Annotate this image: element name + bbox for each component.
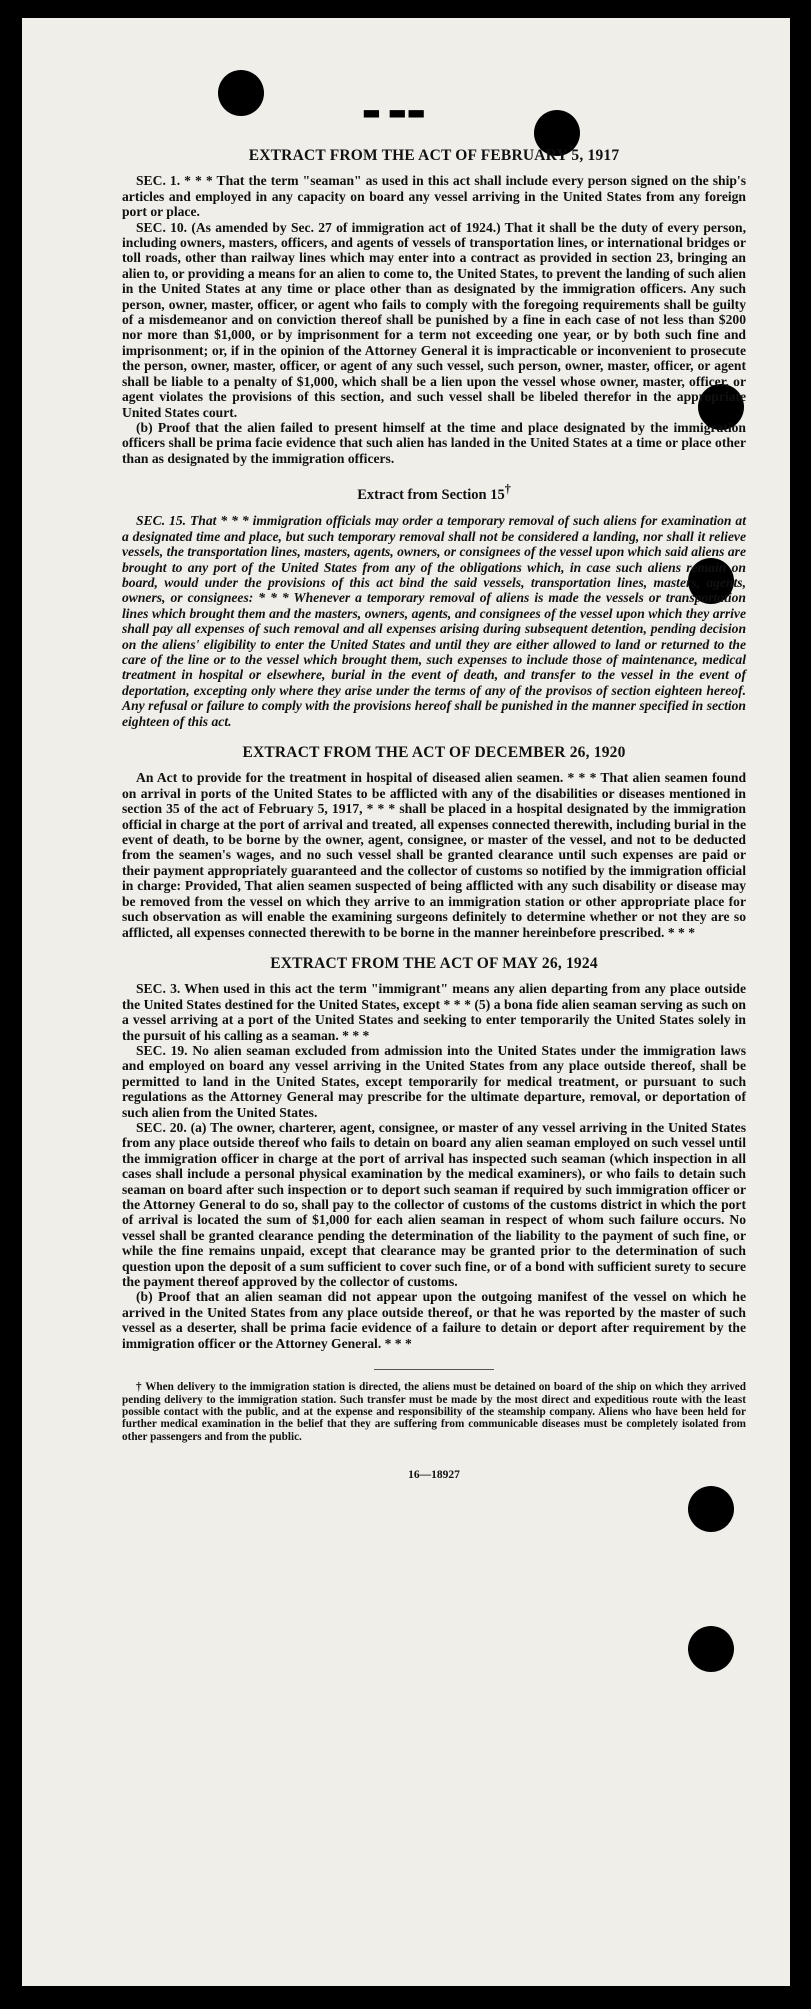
top-marks: ▬ ▬▬ <box>362 100 426 124</box>
divider <box>374 1351 494 1370</box>
heading-feb-1917: EXTRACT FROM THE ACT OF FEBRUARY 5, 1917 <box>248 147 620 164</box>
footnote: † When delivery to the immigration station is directed, the aliens must be detained on board of the ship on which they arrived pending delivery to the immigration station. Such transfer must be made by the most direct and expeditious route with the least possible contact with the public, and at the expense and responsibility of the steamship company. Aliens who have been held for further medical examination in the belief that they are suffering from communicable diseases must be completely isolated from other passengers and from the public. <box>122 1381 746 1443</box>
form-number: 16—18927 <box>408 1469 460 1482</box>
paragraph: SEC. 19. No alien seaman excluded from admission into the United States under the immigration laws and employed on board any vessel arriving in the United States from any place outside thereof, shall be permitted to land in the United States, except temporarily for medical treatment, or pursuant to such regulations as the Attorney General may prescribe for the ultimate departure, removal, or deportation of such alien from the United States. <box>122 1042 746 1120</box>
paragraph: SEC. 15. That * * * immigration officials may order a temporary removal of such aliens for examination at a designated time and place, but such temporary removal shall not be considered a landing, nor shall it relieve vessels, the transportation lines, masters, agents, owners, or consignees of the vessel upon which said aliens are brought to any port of the United States from any of the obligations which, in case such aliens remain on board, would under the provisions of this act bind the said vessels, transportation lines, masters, agents, owners, or consignees: * * * Whenever a temporary removal of aliens is made the vessels or transportation lines which brought them and the masters, owners, agents, and consignees of the vessel upon which they arrive shall pay all expenses of such removal and all expenses arising during subsequent detention, pending decision on the aliens' eligibility to enter the United States and until they are either allowed to land or returned to the care of the line or to the vessel which brought them, such expenses to include those of maintenance, medical treatment in hospital or elsewhere, burial in the event of death, and transfer to the vessel in the event of deportation, excepting only where they arise under the terms of any of the provisos of section eighteen hereof. Any refusal or failure to comply with the provisions hereof shall be punished in the manner specified in section eighteen of this act. <box>122 513 746 729</box>
footnote-mark: † <box>504 482 511 497</box>
paragraph: (b) Proof that the alien failed to present himself at the time and place designated by the immigration officers shall be prima facie evidence that such alien has landed in the United States at a time or place other than as designated by the immigration officers. <box>122 419 746 466</box>
paragraph: SEC. 1. * * * That the term "seaman" as used in this act shall include every person signed on the ship's articles and employed in any capacity on board any vessel arriving in the United States from any foreign port or place. <box>122 173 746 220</box>
punch-hole <box>688 1626 734 1672</box>
punch-hole <box>688 1486 734 1532</box>
paragraph: SEC. 20. (a) The owner, charterer, agent, consignee, or master of any vessel arriving in the United States from any place outside thereof who fails to detain on board any alien seaman employed on such vessel until the immigration officer in charge at the port of arrival has inspected such seaman (which inspection in all cases shall include a personal physical examination by the medical examiners), or who fails to detain such seaman on board after such inspection or to deport such seaman if required by such immigration officer or the Attorney General to do so, shall pay to the collector of customs of the customs district in which the port of arrival is located the sum of $1,000 for each alien seaman in respect of whom such failure occurs. No vessel shall be granted clearance pending the determination of the liability to the payment of such fine, or while the fine remains unpaid, except that clearance may be granted prior to the determination of such question upon the deposit of a sum sufficient to cover such fine, or of a bond with sufficient surety to secure the payment thereof approved by the collector of customs. <box>122 1119 746 1290</box>
document-body <box>122 18 746 1484</box>
paragraph: An Act to provide for the treatment in hospital of diseased alien seamen. * * * That alien seamen found on arrival in ports of the United States to be afflicted with any of the disabilities or diseases mentioned in section 35 of the act of February 5, 1917, * * * shall be placed in a hospital designated by the immigration official in charge at the port of arrival and treated, all expenses connected therewith, including burial in the event of death, to be borne by the owner, agent, consignee, or master of the vessel, and not to be deducted from the seamen's wages, and no such vessel shall be granted clearance until such expenses are paid or their payment appropriately guaranteed and the collector of customs so notified by the immigration official in charge: Provided, That alien seamen suspected of being afflicted with any such disability or disease may be removed from the vessel on which they arrive to an immigration station or other appropriate place for such observation as will enable the examining surgeons definitely to determine whether or not they are so afflicted, all expenses connected therewith to be borne in the manner hereinbefore prescribed. * * * <box>122 770 746 940</box>
document-sheet <box>22 18 790 1986</box>
paragraph: (b) Proof that an alien seaman did not appear upon the outgoing manifest of the vessel on which he arrived in the United States from any place outside thereof, or that he was reported by the master of such vessel as a deserter, shall be prima facie evidence of a failure to detain or deport after requirement by the immigration officer or the Attorney General. * * * <box>122 1289 746 1351</box>
section-15-title: Extract from Section 15 <box>357 486 505 503</box>
heading-section-15 <box>122 482 746 503</box>
heading-may-1924: EXTRACT FROM THE ACT OF MAY 26, 1924 <box>270 954 598 972</box>
heading-dec-1920: EXTRACT FROM THE ACT OF DECEMBER 26, 1920 <box>242 744 626 762</box>
paragraph: SEC. 3. When used in this act the term "immigrant" means any alien departing from any place outside the United States destined for the United States, except * * * (5) a bona fide alien seaman serving as such on a vessel arriving at a port of the United States and seeking to enter temporarily the United States solely in the pursuit of his calling as a seaman. * * * <box>122 981 746 1043</box>
paragraph: SEC. 10. (As amended by Sec. 27 of immigration act of 1924.) That it shall be the duty of every person, including owners, masters, officers, and agents of vessels of transportation lines, or international bridges or toll roads, other than railway lines which may enter into a contract as provided in section 23, bringing an alien to, or providing a means for an alien to come to, the United States, to prevent the landing of such alien in the United States at any time or place other than as designated by the immigration officers. Any such person, owner, master, officer, or agent who fails to comply with the foregoing requirements shall be guilty of a misdemeanor and on conviction thereof shall be punished by a fine in each case of not less than $200 nor more than $1,000, or by imprisonment for a term not exceeding one year, or by both such fine and imprisonment; or, if in the opinion of the Attorney General it is impracticable or inconvenient to prosecute the person, owner, master, officer, or agent of any such vessel, such person, owner, master, officer, or agent shall be liable to a penalty of $1,000, which shall be a lien upon the vessel whose owner, master, officer, or agent violates the provisions of this section, and such vessel shall be libeled therefor in the appropriate United States court. <box>122 219 746 420</box>
